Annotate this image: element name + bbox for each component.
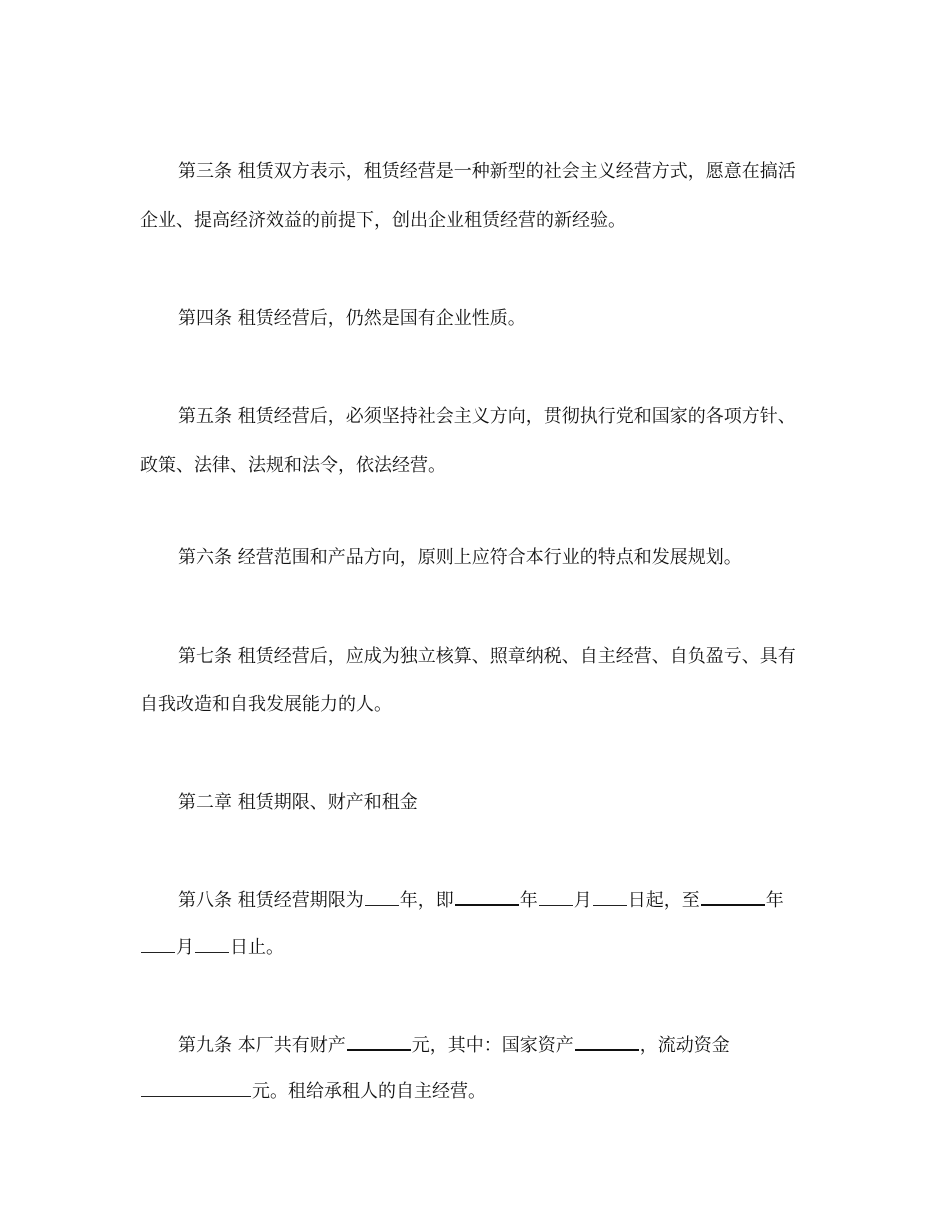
article-6-line-1: 第六条 经营范围和产品方向，原则上应符合本行业的特点和发展规划。 bbox=[178, 547, 742, 568]
article-9-text: ，流动资金 bbox=[639, 1035, 730, 1056]
article-8-text: 年 bbox=[765, 890, 784, 911]
article-5-line-2: 政策、法律、法规和法令，依法经营。 bbox=[140, 455, 446, 476]
start-day-blank[interactable] bbox=[593, 887, 627, 906]
article-9-line-2 bbox=[140, 1078, 820, 1104]
article-9-line-1 bbox=[178, 1031, 858, 1058]
end-year-blank[interactable] bbox=[701, 886, 765, 906]
term-years-blank[interactable] bbox=[365, 887, 399, 906]
article-8-text: 日止。 bbox=[230, 937, 284, 958]
working-capital-blank[interactable] bbox=[141, 1078, 251, 1097]
article-9-text: 元。租给承租人的自主经营。 bbox=[252, 1081, 486, 1102]
article-7-line-1: 第七条 租赁经营后，应成为独立核算、照章纳税、自主经营、自负盈亏、具有 bbox=[178, 646, 796, 667]
state-assets-blank[interactable] bbox=[575, 1031, 639, 1051]
start-year-blank[interactable] bbox=[455, 886, 519, 906]
article-8-text: 年，即 bbox=[399, 890, 454, 911]
article-8-text: 月 bbox=[573, 890, 592, 911]
end-month-blank[interactable] bbox=[141, 934, 175, 953]
article-4-line-1: 第四条 租赁经营后，仍然是国有企业性质。 bbox=[178, 308, 526, 329]
article-8-line-2 bbox=[140, 934, 820, 960]
article-3-line-2: 企业、提高经济效益的前提下，创出企业租赁经营的新经验。 bbox=[140, 210, 626, 231]
article-8-text: 年 bbox=[519, 890, 538, 911]
article-8-text: 日起，至 bbox=[627, 890, 700, 911]
article-8-text: 第八条 租赁经营期限为 bbox=[178, 890, 364, 911]
chapter-2-heading: 第二章 租赁期限、财产和租金 bbox=[178, 792, 418, 813]
article-3-line-1: 第三条 租赁双方表示，租赁经营是一种新型的社会主义经营方式，愿意在搞活 bbox=[178, 161, 796, 182]
end-day-blank[interactable] bbox=[195, 934, 229, 953]
article-8-text: 月 bbox=[176, 937, 194, 958]
article-8-line-1 bbox=[178, 886, 858, 913]
article-7-line-2: 自我改造和自我发展能力的人。 bbox=[140, 694, 392, 715]
article-9-text: 元，其中：国家资产 bbox=[411, 1035, 574, 1056]
total-assets-blank[interactable] bbox=[347, 1031, 411, 1051]
article-9-text: 第九条 本厂共有财产 bbox=[178, 1035, 346, 1056]
article-5-line-1: 第五条 租赁经营后，必须坚持社会主义方向，贯彻执行党和国家的各项方针、 bbox=[178, 406, 796, 427]
start-month-blank[interactable] bbox=[539, 887, 573, 906]
